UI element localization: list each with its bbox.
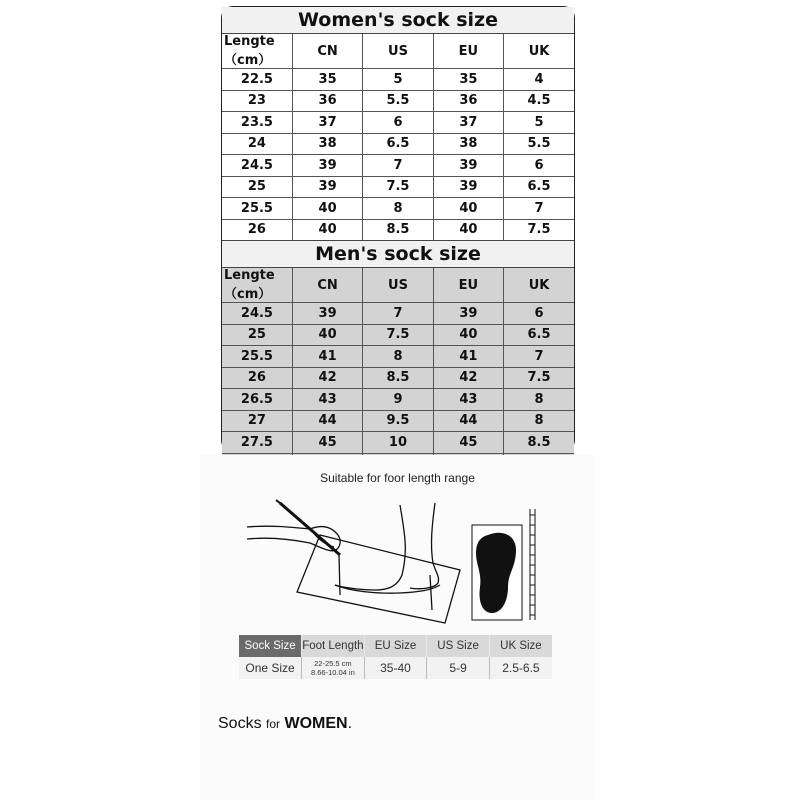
cell: 40 [292, 324, 362, 346]
cell: 40 [292, 219, 362, 240]
measure-panel [200, 455, 595, 800]
header-us: US [363, 268, 433, 303]
cell-uk: 2.5-6.5 [489, 657, 552, 679]
cell: 8.5 [504, 432, 574, 454]
header-sock-size: Sock Size [239, 635, 302, 657]
cell: 42 [433, 367, 503, 389]
table-row [222, 303, 574, 325]
cell: 5 [504, 112, 574, 134]
mens-size-table [222, 268, 574, 474]
cell: 39 [433, 303, 503, 325]
header-eu-size: EU Size [364, 635, 427, 657]
womens-size-table [222, 34, 574, 240]
foot-length-cm: 22-25.5 cm [314, 659, 352, 668]
table-row [222, 90, 574, 112]
mens-header-row [222, 268, 574, 303]
cell: 6 [504, 303, 574, 325]
tagline-for: for [266, 717, 281, 731]
header-length: Lengte（cm） [222, 268, 292, 303]
cell: 39 [292, 176, 362, 198]
table-row [222, 389, 574, 411]
measure-title: Suitable for foor length range [320, 471, 475, 485]
cell: 24.5 [222, 303, 292, 325]
foot-length-in: 8.66-10.04 in [310, 668, 355, 677]
measure-illustration [240, 495, 550, 625]
table-row [222, 432, 574, 454]
cell: 10 [363, 432, 433, 454]
cell: 41 [292, 346, 362, 368]
table-row [222, 219, 574, 240]
cell: 8 [504, 410, 574, 432]
foot-on-paper-icon [297, 503, 460, 623]
cell: 43 [433, 389, 503, 411]
cell: 39 [433, 155, 503, 177]
cell: 39 [433, 176, 503, 198]
cell: 37 [292, 112, 362, 134]
cell: 27.5 [222, 432, 292, 454]
cell: 6.5 [504, 324, 574, 346]
cell: 36 [433, 90, 503, 112]
header-eu: EU [433, 34, 503, 69]
cell: 7.5 [504, 367, 574, 389]
cell: 36 [292, 90, 362, 112]
cell: 4.5 [504, 90, 574, 112]
cell-us: 5-9 [427, 657, 490, 679]
table-row [222, 198, 574, 220]
cell: 38 [433, 133, 503, 155]
table-row [222, 112, 574, 134]
cell: 44 [292, 410, 362, 432]
table-row [239, 657, 552, 679]
cell: 26 [222, 367, 292, 389]
cell: 25 [222, 324, 292, 346]
cell: 45 [433, 432, 503, 454]
cell: 23.5 [222, 112, 292, 134]
cell: 40 [433, 219, 503, 240]
header-uk: UK [504, 268, 574, 303]
cell: 9 [363, 389, 433, 411]
cell: 23 [222, 90, 292, 112]
mens-title: Men's sock size [222, 240, 574, 268]
cell: 8 [504, 389, 574, 411]
cell: 45 [292, 432, 362, 454]
header-uk: UK [504, 34, 574, 69]
table-row [222, 69, 574, 91]
header-eu: EU [433, 268, 503, 303]
tagline [218, 715, 352, 733]
cell: 7.5 [504, 219, 574, 240]
cell: 26.5 [222, 389, 292, 411]
cell: 7 [363, 303, 433, 325]
table-row [222, 155, 574, 177]
header-us: US [363, 34, 433, 69]
cell: 4 [504, 69, 574, 91]
cell: 5.5 [504, 133, 574, 155]
tagline-women: WOMEN [284, 715, 348, 732]
header-us-size: US Size [427, 635, 490, 657]
cell: 44 [433, 410, 503, 432]
womens-header-row [222, 34, 574, 69]
cell: 39 [292, 303, 362, 325]
cell: 25.5 [222, 346, 292, 368]
cell: 37 [433, 112, 503, 134]
size-chart [221, 6, 575, 452]
cell: 8.5 [363, 367, 433, 389]
cell: 8 [363, 346, 433, 368]
table-row [222, 346, 574, 368]
cell: 7 [363, 155, 433, 177]
cell: 25.5 [222, 198, 292, 220]
cell-foot-length [302, 657, 365, 679]
hand-pencil-icon [247, 500, 340, 555]
table-row [222, 367, 574, 389]
cell: 5 [363, 69, 433, 91]
cell: 7.5 [363, 324, 433, 346]
cell: 6 [504, 155, 574, 177]
table-row [222, 133, 574, 155]
cell: 6.5 [363, 133, 433, 155]
cell-size: One Size [239, 657, 302, 679]
cell: 42 [292, 367, 362, 389]
cell: 9.5 [363, 410, 433, 432]
cell: 38 [292, 133, 362, 155]
one-size-header-row [239, 635, 552, 657]
cell: 24.5 [222, 155, 292, 177]
cell: 40 [433, 324, 503, 346]
one-size-table [239, 635, 552, 679]
header-length: Lengte（cm） [222, 34, 292, 69]
table-row [222, 324, 574, 346]
cell: 5.5 [363, 90, 433, 112]
tagline-dot: . [347, 715, 353, 732]
cell: 6 [363, 112, 433, 134]
cell: 39 [292, 155, 362, 177]
header-cn: CN [292, 268, 362, 303]
cell: 8.5 [363, 219, 433, 240]
cell: 41 [433, 346, 503, 368]
table-row [222, 410, 574, 432]
cell: 26 [222, 219, 292, 240]
footprint-ruler-icon [472, 509, 535, 620]
header-foot-length: Foot Length [302, 635, 365, 657]
cell: 6.5 [504, 176, 574, 198]
header-uk-size: UK Size [489, 635, 552, 657]
cell: 22.5 [222, 69, 292, 91]
womens-title: Women's sock size [222, 7, 574, 34]
cell: 43 [292, 389, 362, 411]
cell: 27 [222, 410, 292, 432]
cell: 7.5 [363, 176, 433, 198]
cell: 24 [222, 133, 292, 155]
tagline-prefix: Socks [218, 715, 262, 732]
header-cn: CN [292, 34, 362, 69]
cell: 7 [504, 346, 574, 368]
cell: 35 [292, 69, 362, 91]
table-row [222, 176, 574, 198]
cell: 7 [504, 198, 574, 220]
cell: 8 [363, 198, 433, 220]
cell: 25 [222, 176, 292, 198]
cell: 40 [292, 198, 362, 220]
cell-eu: 35-40 [364, 657, 427, 679]
cell: 35 [433, 69, 503, 91]
cell: 40 [433, 198, 503, 220]
